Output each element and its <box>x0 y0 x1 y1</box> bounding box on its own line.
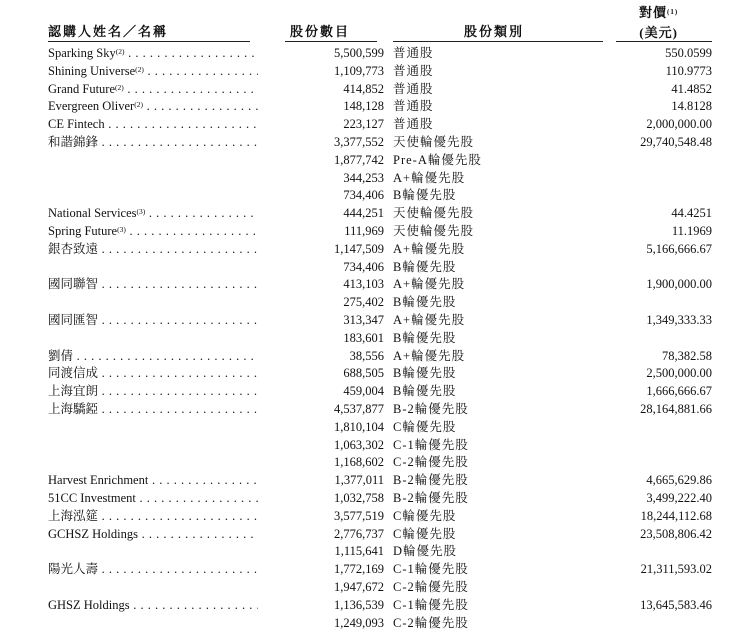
subscriber-name-text: GHSZ Holdings <box>48 597 130 612</box>
subscriber-name <box>48 241 258 259</box>
share-class: B輪優先股 <box>393 366 457 381</box>
share-class: 普通股 <box>393 99 434 114</box>
consideration-amount: 41.4852 <box>671 81 712 96</box>
table-row <box>0 365 746 383</box>
table-row <box>0 241 746 259</box>
share-class: C輪優先股 <box>393 526 457 541</box>
subscriber-name <box>48 223 258 241</box>
share-class: C-1輪優先股 <box>393 597 469 612</box>
number-of-shares: 38,556 <box>349 348 384 363</box>
number-of-shares: 275,402 <box>343 295 384 310</box>
subscriber-name-text: CE Fintech <box>48 117 105 132</box>
subscriber-name <box>48 98 258 116</box>
number-of-shares: 413,103 <box>343 277 384 292</box>
subscriber-name-text: Spring Future <box>48 223 118 238</box>
subscriber-name <box>48 348 258 366</box>
share-class: C-2輪優先股 <box>393 579 469 594</box>
subscriber-name <box>48 401 258 419</box>
number-of-shares: 344,253 <box>343 170 384 185</box>
share-class: C-1輪優先股 <box>393 562 469 577</box>
footnote-marker: (2) <box>115 47 125 56</box>
footnote-marker: (2) <box>134 100 143 110</box>
table-row <box>0 348 746 366</box>
share-class: B輪優先股 <box>393 330 457 345</box>
number-of-shares: 444,251 <box>343 206 384 221</box>
subscriber-name <box>48 490 258 508</box>
table-row <box>0 98 746 116</box>
table-row <box>0 508 746 526</box>
table-row <box>0 490 746 508</box>
table-row <box>0 116 746 134</box>
subscriber-name-text: Shining Universe <box>48 63 136 78</box>
table-row <box>0 205 746 223</box>
subscriber-name <box>48 508 258 526</box>
header-subscriber-name: 認購人姓名／名稱 <box>48 24 169 39</box>
consideration-amount: 1,349,333.33 <box>646 312 712 327</box>
number-of-shares: 223,127 <box>343 117 384 132</box>
table-row <box>0 419 746 437</box>
consideration-amount: 3,499,222.40 <box>646 490 712 505</box>
header-number-of-shares: 股份數目 <box>290 24 351 39</box>
table-body <box>0 45 746 632</box>
number-of-shares: 1,877,742 <box>334 152 384 167</box>
table-row <box>0 170 746 188</box>
subscriber-name <box>48 116 258 134</box>
table-row <box>0 454 746 472</box>
table-row <box>0 223 746 241</box>
consideration-amount: 11.1969 <box>671 223 712 238</box>
number-of-shares: 734,406 <box>343 259 384 274</box>
share-class: A+輪優先股 <box>393 241 466 256</box>
number-of-shares: 734,406 <box>343 188 384 203</box>
table-row <box>0 134 746 152</box>
share-class: 普通股 <box>393 117 434 132</box>
subscriber-name <box>48 134 258 152</box>
consideration-amount: 21,311,593.02 <box>640 562 712 577</box>
share-class: B-2輪優先股 <box>393 490 469 505</box>
table-row <box>0 472 746 490</box>
number-of-shares: 3,377,552 <box>334 134 384 149</box>
subscriber-name-text: 51CC Investment <box>48 490 136 505</box>
share-class: B輪優先股 <box>393 259 457 274</box>
header-underline-shares <box>285 41 377 42</box>
subscriber-name <box>48 526 258 544</box>
subscriber-name <box>48 597 258 615</box>
share-class: C-1輪優先股 <box>393 437 469 452</box>
share-class: D輪優先股 <box>393 544 458 559</box>
subscriber-name-text: 陽光人壽 <box>48 562 99 577</box>
number-of-shares: 148,128 <box>343 99 384 114</box>
table-row <box>0 187 746 205</box>
table-row <box>0 276 746 294</box>
table-row <box>0 437 746 455</box>
subscriber-name-text: Grand Future <box>48 81 115 96</box>
number-of-shares: 1,063,302 <box>334 437 384 452</box>
number-of-shares: 1,377,011 <box>334 473 384 488</box>
number-of-shares: 1,032,758 <box>334 490 384 505</box>
table-row <box>0 526 746 544</box>
subscriber-name-text: 國同聯智 <box>48 277 99 292</box>
number-of-shares: 111,969 <box>344 223 384 238</box>
table-row <box>0 45 746 63</box>
subscriber-name-text: 上海泓筵 <box>48 508 99 523</box>
subscriber-name <box>48 276 258 294</box>
header-consideration <box>639 3 678 43</box>
share-class: A+輪優先股 <box>393 312 466 327</box>
share-class: B輪優先股 <box>393 295 457 310</box>
number-of-shares: 1,168,602 <box>334 455 384 470</box>
share-class: 天使輪優先股 <box>393 223 475 238</box>
subscriber-name <box>48 383 258 401</box>
consideration-amount: 4,665,629.86 <box>646 473 712 488</box>
subscriber-name <box>48 45 258 63</box>
consideration-amount: 44.4251 <box>671 206 712 221</box>
subscriber-name-text: 同渡信成 <box>48 366 99 381</box>
number-of-shares: 183,601 <box>343 330 384 345</box>
share-class: 普通股 <box>393 63 434 78</box>
subscriber-name-text: 銀杏致遠 <box>48 241 99 256</box>
footnote-marker: (3) <box>136 207 146 217</box>
table-row <box>0 561 746 579</box>
table-row <box>0 259 746 277</box>
number-of-shares: 1,147,509 <box>334 241 384 256</box>
consideration-amount: 23,508,806.42 <box>640 526 712 541</box>
table-row <box>0 294 746 312</box>
table-row <box>0 63 746 81</box>
subscriber-name <box>48 63 258 81</box>
share-class: B-2輪優先股 <box>393 473 469 488</box>
table-row <box>0 615 746 633</box>
subscriber-name <box>48 561 258 579</box>
table-row <box>0 152 746 170</box>
number-of-shares: 1,115,641 <box>334 544 384 559</box>
consideration-amount: 13,645,583.46 <box>640 597 712 612</box>
footnote-marker: (2) <box>115 82 124 92</box>
header-consideration-unit: (美元) <box>639 25 678 40</box>
consideration-amount: 14.8128 <box>671 99 712 114</box>
share-class: B輪優先股 <box>393 384 457 399</box>
subscriber-name <box>48 365 258 383</box>
header-share-class: 股份類別 <box>464 24 525 39</box>
table-row <box>0 312 746 330</box>
consideration-amount: 2,000,000.00 <box>646 117 712 132</box>
consideration-amount: 1,900,000.00 <box>646 277 712 292</box>
number-of-shares: 2,776,737 <box>334 526 384 541</box>
table-row <box>0 579 746 597</box>
number-of-shares: 1,109,773 <box>334 63 384 78</box>
consideration-amount: 5,166,666.67 <box>646 241 712 256</box>
subscriber-name-text: 劉倩 <box>48 348 74 363</box>
subscriber-name-text: National Services <box>48 206 137 221</box>
table-row <box>0 383 746 401</box>
number-of-shares: 3,577,519 <box>334 508 384 523</box>
number-of-shares: 1,249,093 <box>334 615 384 630</box>
consideration-amount: 110.9773 <box>665 63 712 78</box>
number-of-shares: 414,852 <box>343 81 384 96</box>
consideration-amount: 78,382.58 <box>662 348 712 363</box>
share-class: Pre-A輪優先股 <box>393 152 482 167</box>
consideration-amount: 1,666,666.67 <box>646 384 712 399</box>
number-of-shares: 1,136,539 <box>334 597 384 612</box>
share-class: 普通股 <box>393 46 434 60</box>
number-of-shares: 5,500,599 <box>334 46 384 60</box>
number-of-shares: 4,537,877 <box>334 401 384 416</box>
header-underline-class <box>393 41 603 42</box>
footnote-marker: (2) <box>135 64 144 74</box>
share-class: C-2輪優先股 <box>393 615 469 630</box>
consideration-amount: 550.0599 <box>665 46 712 60</box>
share-class: 普通股 <box>393 81 434 96</box>
number-of-shares: 459,004 <box>343 384 384 399</box>
table-row <box>0 81 746 99</box>
consideration-amount: 18,244,112.68 <box>640 508 712 523</box>
share-class: C輪優先股 <box>393 419 457 434</box>
table-row <box>0 401 746 419</box>
table-row <box>0 597 746 615</box>
number-of-shares: 1,810,104 <box>334 419 384 434</box>
subscriber-name <box>48 81 258 99</box>
share-class: C-2輪優先股 <box>393 455 469 470</box>
consideration-amount: 29,740,548.48 <box>640 134 712 149</box>
subscriber-name-text: 上海驕錏 <box>48 401 99 416</box>
share-class: A+輪優先股 <box>393 348 466 363</box>
share-class: B輪優先股 <box>393 188 457 203</box>
consideration-amount: 2,500,000.00 <box>646 366 712 381</box>
table-row <box>0 330 746 348</box>
consideration-amount: 28,164,881.66 <box>640 401 712 416</box>
subscriber-name <box>48 205 258 223</box>
subscriber-name-text: Evergreen Oliver <box>48 99 135 114</box>
subscriber-name-text: 國同匯智 <box>48 312 99 327</box>
header-underline-consideration <box>616 41 712 42</box>
subscriber-name-text: Harvest Enrichment <box>48 473 149 488</box>
table-row <box>0 543 746 561</box>
header-consideration-note: (1) <box>667 8 679 16</box>
subscriber-name-text: Sparking Sky <box>48 46 116 60</box>
number-of-shares: 313,347 <box>343 312 384 327</box>
share-class: B-2輪優先股 <box>393 401 469 416</box>
number-of-shares: 1,772,169 <box>334 562 384 577</box>
share-class: 天使輪優先股 <box>393 134 475 149</box>
subscriber-name <box>48 472 258 490</box>
footnote-marker: (3) <box>117 224 126 234</box>
subscriber-name-text: 和諧錦鋒 <box>48 134 99 149</box>
number-of-shares: 688,505 <box>343 366 384 381</box>
share-class: 天使輪優先股 <box>393 206 475 221</box>
subscriber-name-text: GCHSZ Holdings <box>48 526 138 541</box>
header-consideration-title: 對價 <box>639 5 668 20</box>
share-class: C輪優先股 <box>393 508 457 523</box>
share-class: A+輪優先股 <box>393 170 466 185</box>
subscriber-name-text: 上海宜朗 <box>48 384 99 399</box>
number-of-shares: 1,947,672 <box>334 579 384 594</box>
header-underline-name <box>48 41 250 42</box>
share-class: A+輪優先股 <box>393 277 466 292</box>
subscriber-name <box>48 312 258 330</box>
